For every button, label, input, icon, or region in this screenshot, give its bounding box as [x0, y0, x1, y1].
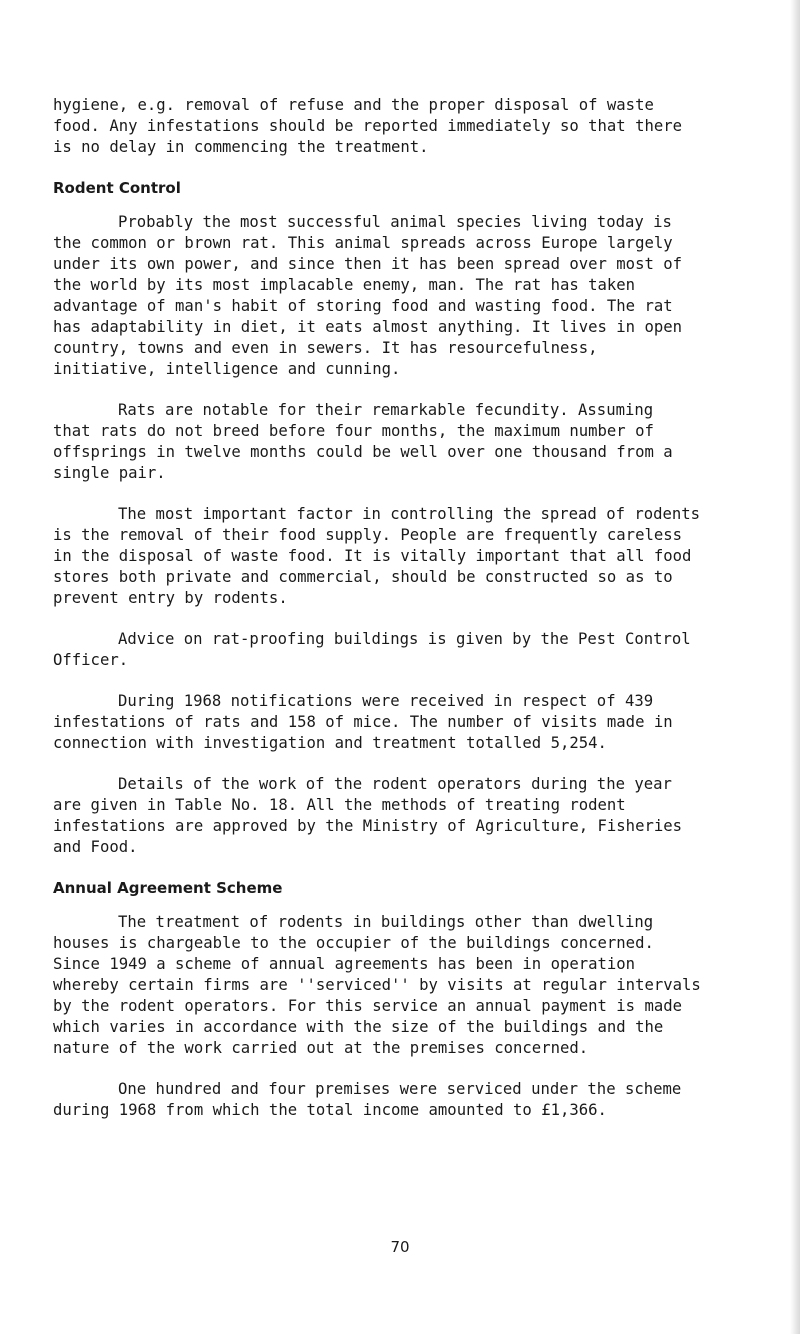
annual-paragraph-1: The treatment of rodents in buildings other than dwelling houses is chargeable to the occupier of the buildings concerned. Since 1949 a scheme of annual agreements has been in operation whereby certain firms are ''serviced'' by visits at regular intervals by the rodent operators. For this service an annual payment is made which varies in accordance with the size of the buildings and the nature of the work carried out at the premises concerned.: [53, 913, 701, 1057]
rodent-control-heading: Rodent Control: [53, 179, 181, 197]
page-number: 70: [390, 1238, 410, 1256]
rodent-paragraph-5: During 1968 notifications were received in respect of 439 infestations of rats and 158 of mice. The number of visits made in connection with investigation and treatment totalled 5,254.: [53, 692, 673, 752]
annual-paragraph-2: One hundred and four premises were serviced under the scheme during 1968 from which the total income amounted to £1,366.: [53, 1080, 682, 1119]
rodent-paragraph-2: Rats are notable for their remarkable fecundity. Assuming that rats do not breed before four months, the maximum number of offsprings in twelve months could be well over one thousand from a single pair.: [53, 401, 673, 482]
rodent-paragraph-1: Probably the most successful animal species living today is the common or brown rat. This animal spreads across Europe largely under its own power, and since then it has been spread over most of the world by its most implacable enemy, man. The rat has taken advantage of man's habit of storing food and wasting food. The rat has adaptability in diet, it eats almost anything. It lives in open country, towns and even in sewers. It has resourcefulness, initiative, intelligence and cunning.: [53, 213, 683, 378]
page-content: [53, 95, 793, 1121]
rodent-paragraph-3: The most important factor in controlling the spread of rodents is the removal of their food supply. People are frequently careless in the disposal of waste food. It is vitally important that all food stores both private and commercial, should be constructed so as to prevent entry by rodents.: [53, 505, 701, 607]
rodent-paragraph-4: Advice on rat-proofing buildings is given by the Pest Control Officer.: [53, 630, 691, 669]
rodent-paragraph-6: Details of the work of the rodent operators during the year are given in Table No. 18. All the methods of treating rodent infestations are approved by the Ministry of Agriculture, Fisheries and Food.: [53, 775, 683, 856]
annual-agreement-heading: Annual Agreement Scheme: [53, 879, 283, 897]
intro-paragraph: hygiene, e.g. removal of refuse and the proper disposal of waste food. Any infestations should be reported immediately so that there is no delay in commencing the treatment.: [53, 96, 683, 156]
